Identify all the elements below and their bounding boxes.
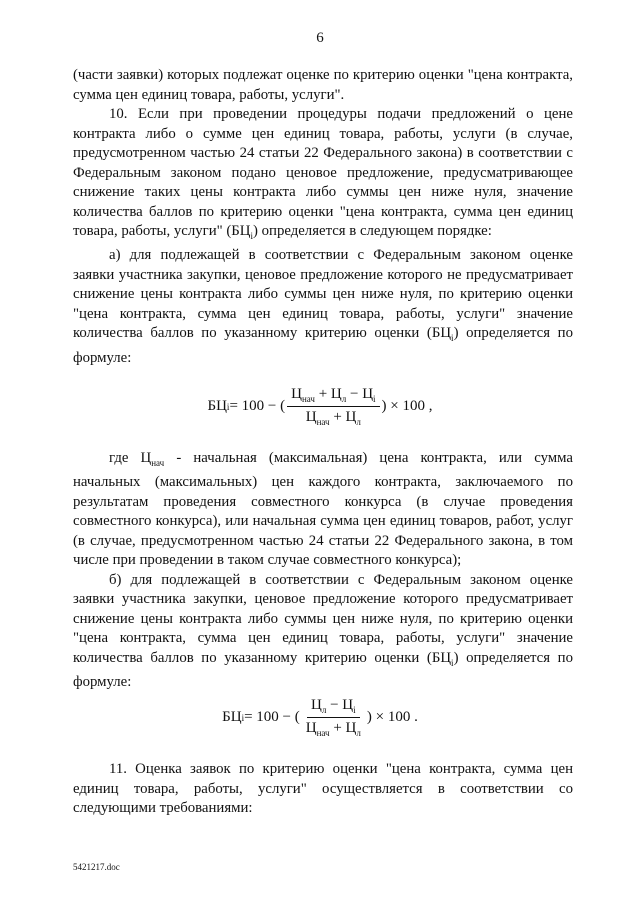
paragraph-11: 11. Оценка заявок по критерию оценки "цена контракта, сумма цен единиц товара, работы, услуги" осуществляется в соответствии со следующими требованиями: <box>73 761 573 816</box>
formula-2: БЦ i = 100 − ( $\frac{Ц_л - Ц_i}{Ц_{нач} + Ц_л}$ ) × 100 . <box>222 697 418 738</box>
formula-1-fraction: $\frac{Ц_{нач} + Ц_л - Ц_i}{Ц_{нач} + Ц_л}$ <box>287 386 379 427</box>
formula-1: БЦ i = 100 − ( $\frac{Ц_{нач} + Ц_л - Ц_i}{Ц_{нач} + Ц_л}$ ) × 100 , <box>207 386 433 427</box>
paragraph-b: б) для подлежащей в соответствии с Федеральным законом оценке заявки участника закупки, ценовое предложение которого предусматривает снижение цены контракта либо суммы цен ниже нуля, по критерию оценки "цена контракта, сумма цен единиц товара, работы, услуги" значение количества баллов по указанному критерию оценки $(БЦ_i)$ определяется по формуле: <box>73 571 573 691</box>
paragraph-a: а) для подлежащей в соответствии с Федеральным законом оценке заявки участника закупки, ценовое предложение которого не предусматривает снижение цены контракта либо суммы цен ниже нуля, по критерию оценки "цена контракта, сумма цен единиц товара, работы, услуги" значение количества баллов по указанному критерию оценки $(БЦ_i)$ определяется по формуле: <box>73 247 573 366</box>
text-block-top <box>73 66 573 368</box>
page-number: 6 <box>316 30 324 46</box>
text-block-middle <box>73 449 573 693</box>
formula-2-fraction: $\frac{Ц_л - Ц_i}{Ц_{нач} + Ц_л}$ <box>305 697 361 738</box>
paragraph-10: 10. Если при проведении процедуры подачи предложений о цене контракта либо о сумме цен единиц товара, работы, услуги (в случае, предусмотренном частью 24 статьи 22 Федерального закона) в соответствии с Федеральным законом подано ценовое предложение, предусматривающее снижение таких цены контракта либо суммы цен ниже нуля, значение количества баллов по критерию оценки "цена контракта, сумма цен единиц товара, работы, услуги" $(БЦ_i)$ определяется в следующем порядке: <box>73 106 573 241</box>
paragraph-where: где $Ц_{нач}$ - начальная (максимальная) цена контракта, или сумма начальных (максимальных) цен каждого контракта, заключаемого по результатам проведения совместного конкурса (в случае проведения совместного конкурса), или начальная сумма цен единиц товаров, работ, услуг (в случае, предусмотренном частью 24 статьи 22 Федерального закона, в том числе при проведении в таком случае совместного конкурса); <box>73 450 573 569</box>
paragraph-continuation: (части заявки) которых подлежат оценке по критерию оценки "цена контракта, сумма цен единиц товара, работы, услуги". <box>73 67 573 103</box>
document-footer-filename: 5421217.doc <box>73 862 120 872</box>
text-block-bottom <box>73 760 573 819</box>
